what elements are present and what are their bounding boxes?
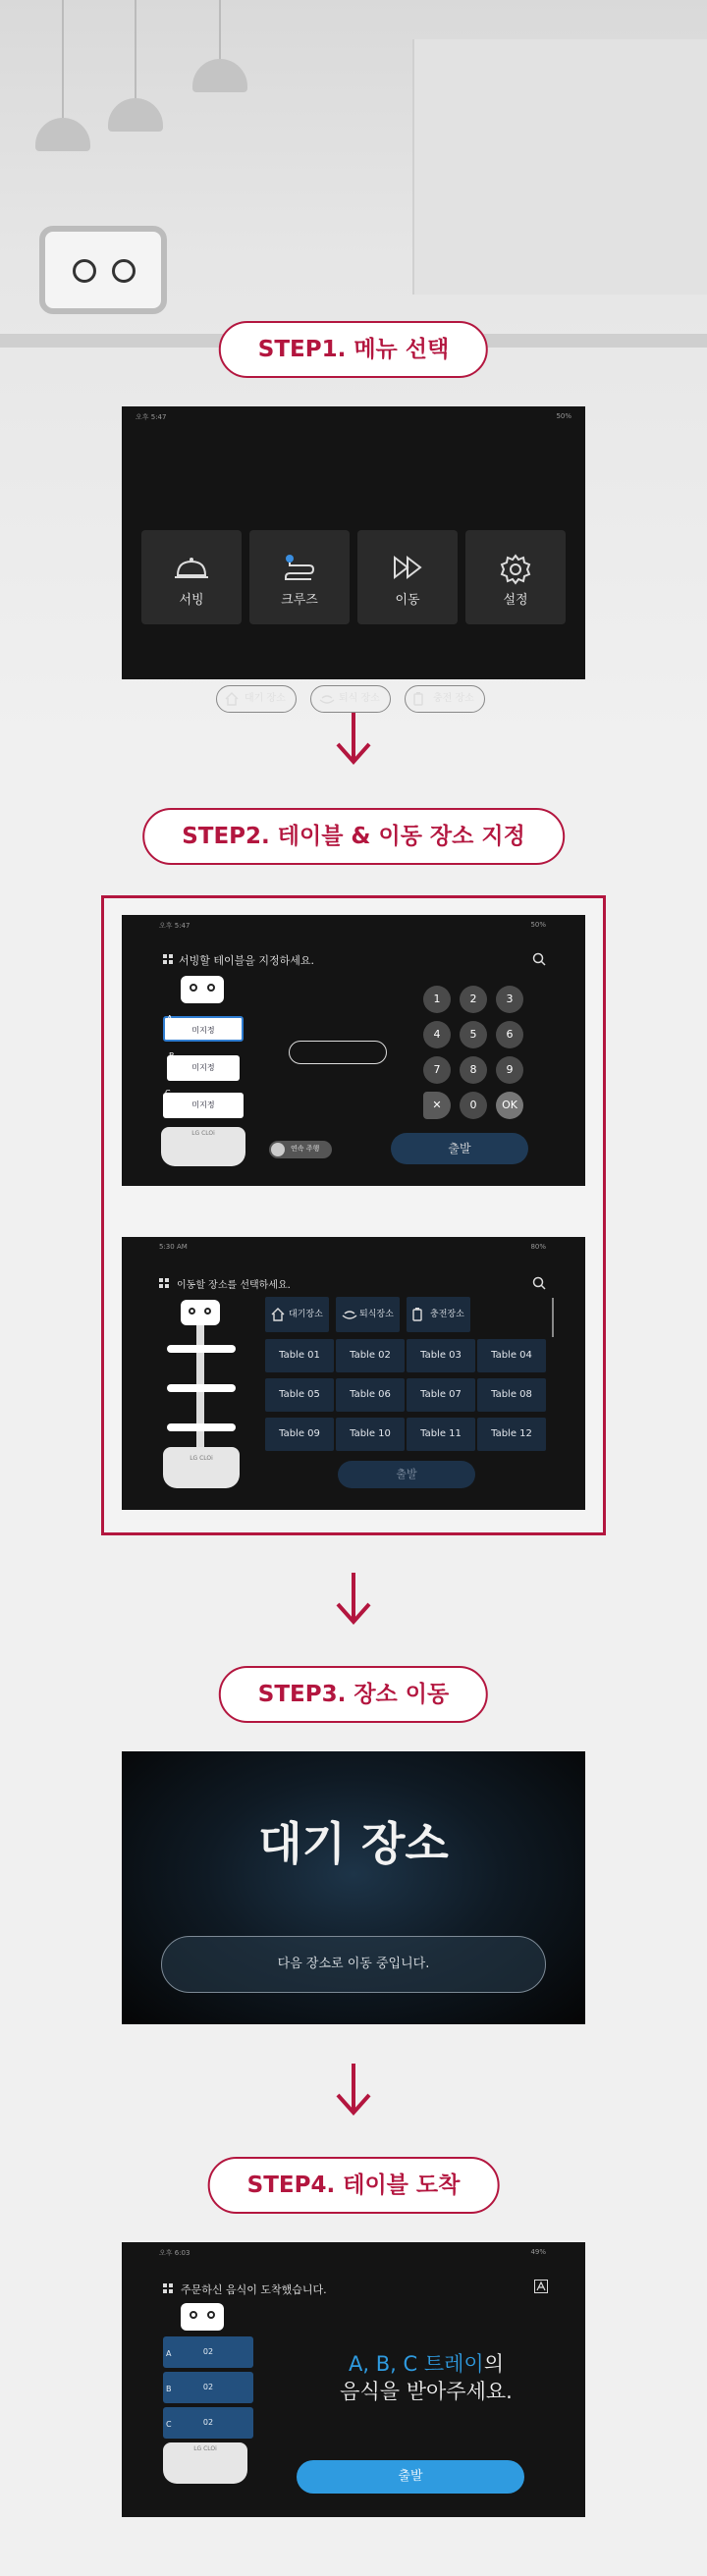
- status-time: 5:30 AM: [159, 1243, 188, 1251]
- screen-moving: [122, 1751, 585, 2024]
- tray-highlight: A, B, C 트레이: [349, 2352, 484, 2376]
- tab-label: 대기장소: [289, 1310, 323, 1319]
- screen-title: 이동할 장소를 선택하세요.: [177, 1280, 291, 1291]
- tab-return-place[interactable]: [336, 1297, 400, 1332]
- key-8[interactable]: 8: [460, 1056, 487, 1084]
- tab-standby-place[interactable]: [265, 1297, 329, 1332]
- table-button[interactable]: Table 07: [407, 1378, 475, 1412]
- menu-tile-label: 설정: [503, 593, 528, 608]
- tray-a[interactable]: [163, 1016, 244, 1042]
- route-icon: [282, 554, 317, 583]
- tray-tag: A: [166, 2349, 172, 2358]
- chip-return[interactable]: [310, 685, 391, 713]
- menu-tile-serving[interactable]: [141, 530, 242, 624]
- chip-label: 대기 장소: [245, 693, 286, 704]
- step2-frame: [101, 895, 606, 1535]
- robot-base: [161, 1127, 245, 1166]
- table-button[interactable]: Table 10: [336, 1418, 405, 1451]
- key-ok[interactable]: OK: [496, 1092, 523, 1119]
- robot-illustration: [39, 226, 167, 314]
- chip-charge[interactable]: [405, 685, 485, 713]
- screen-arrival: [122, 2242, 585, 2517]
- key-0[interactable]: 0: [460, 1092, 487, 1119]
- tray-a[interactable]: [163, 2336, 253, 2368]
- status-battery: 50%: [556, 412, 571, 420]
- tray-label: 02: [202, 2347, 214, 2356]
- pendant-lamp: [108, 98, 163, 132]
- message-suffix: 의: [483, 2352, 504, 2376]
- table-button[interactable]: Table 11: [407, 1418, 475, 1451]
- screen-place-select: [122, 1237, 585, 1510]
- start-button[interactable]: 출발: [338, 1461, 475, 1488]
- tray-c[interactable]: [163, 1089, 244, 1118]
- toggle-label: 연속 주행: [291, 1145, 320, 1153]
- status-battery: 50%: [530, 921, 546, 929]
- tray-c[interactable]: [163, 2407, 253, 2439]
- search-icon[interactable]: [532, 1276, 546, 1290]
- table-button[interactable]: Table 05: [265, 1378, 334, 1412]
- key-4[interactable]: 4: [423, 1021, 451, 1048]
- tray-label: 02: [202, 2418, 214, 2427]
- home-icon: [225, 692, 239, 706]
- status-battery: 80%: [530, 1243, 546, 1251]
- dish-return-icon: [319, 692, 335, 706]
- destination-headline: 대기 장소: [258, 1817, 449, 1870]
- tray-label: 미지정: [191, 1100, 215, 1109]
- tab-charge-place[interactable]: [407, 1297, 470, 1332]
- key-9[interactable]: 9: [496, 1056, 523, 1084]
- font-size-icon[interactable]: [534, 2280, 548, 2293]
- tray-b[interactable]: [167, 1051, 240, 1081]
- screen-title: 주문하신 음식이 도착했습니다.: [181, 2283, 327, 2296]
- pendant-lamp: [192, 59, 247, 92]
- menu-tile-move[interactable]: [357, 530, 458, 624]
- table-number-input[interactable]: [289, 1041, 387, 1064]
- kitchen-window: [412, 39, 707, 295]
- robot-figure: [163, 1298, 242, 1494]
- tray-label: 02: [202, 2383, 214, 2391]
- step1-pill: STEP1. 메뉴 선택: [219, 321, 488, 378]
- menu-tile-label: 이동: [395, 593, 420, 608]
- screen-title: 서빙할 테이블을 지정하세요.: [179, 954, 315, 967]
- status-time: 오후 5:47: [159, 922, 190, 930]
- arrow-down-icon: [334, 2062, 373, 2117]
- status-time: 오후 5:47: [136, 413, 167, 421]
- serving-cloche-icon: [174, 554, 209, 581]
- grid-icon: [159, 1278, 169, 1288]
- key-2[interactable]: 2: [460, 986, 487, 1013]
- dish-return-icon: [342, 1308, 357, 1321]
- robot-brand: LG CLOi: [193, 2445, 217, 2452]
- grid-icon: [163, 2283, 173, 2293]
- table-button[interactable]: Table 09: [265, 1418, 334, 1451]
- start-button[interactable]: 출발: [297, 2460, 524, 2494]
- robot-brand: LG CLOi: [191, 1130, 215, 1137]
- step4-pill: STEP4. 테이블 도착: [208, 2157, 500, 2214]
- gear-icon: [500, 554, 531, 585]
- key-5[interactable]: 5: [460, 1021, 487, 1048]
- chip-label: 충전 장소: [433, 693, 474, 704]
- tray-tag: A: [167, 1014, 173, 1023]
- tray-tag: B: [169, 1051, 175, 1060]
- key-3[interactable]: 3: [496, 986, 523, 1013]
- fast-forward-icon: [391, 554, 424, 581]
- grid-icon: [163, 954, 173, 964]
- screen-table-select: [122, 915, 585, 1186]
- status-battery: 49%: [530, 2248, 546, 2256]
- tray-b[interactable]: [163, 2372, 253, 2403]
- start-button[interactable]: 출발: [391, 1133, 528, 1164]
- step2-pill: STEP2. 테이블 & 이동 장소 지정: [142, 808, 565, 865]
- chip-standby[interactable]: [216, 685, 297, 713]
- tray-tag: C: [165, 1089, 171, 1098]
- arrow-down-icon: [334, 1571, 373, 1626]
- menu-tile-cruise[interactable]: [249, 530, 350, 624]
- pendant-lamp: [35, 118, 90, 151]
- robot-base: [163, 1447, 240, 1488]
- table-button[interactable]: Table 04: [477, 1339, 546, 1372]
- moving-status-message: 다음 장소로 이동 중입니다.: [161, 1936, 546, 1993]
- key-backspace[interactable]: ✕: [423, 1092, 451, 1119]
- table-button[interactable]: Table 06: [336, 1378, 405, 1412]
- menu-tile-settings[interactable]: [465, 530, 566, 624]
- robot-base: [163, 2442, 247, 2484]
- table-button[interactable]: Table 03: [407, 1339, 475, 1372]
- tray-label: 미지정: [191, 1026, 215, 1035]
- menu-tile-label: 크루즈: [281, 593, 318, 608]
- chip-label: 퇴식 장소: [339, 693, 380, 704]
- home-icon: [271, 1308, 285, 1321]
- table-button[interactable]: Table 01: [265, 1339, 334, 1372]
- arrival-message: [299, 2350, 554, 2405]
- robot-brand: LG CLOi: [190, 1455, 213, 1462]
- continuous-drive-toggle[interactable]: [269, 1141, 332, 1158]
- battery-icon: [412, 1308, 422, 1321]
- screen-menu: [122, 406, 585, 704]
- step3-pill: STEP3. 장소 이동: [219, 1666, 488, 1723]
- message-line2: 음식을 받아주세요.: [340, 2380, 513, 2403]
- robot-figure: [159, 2301, 257, 2503]
- arrow-down-icon: [334, 711, 373, 766]
- tray-tag: B: [166, 2385, 172, 2393]
- menu-tile-label: 서빙: [179, 593, 204, 608]
- key-1[interactable]: 1: [423, 986, 451, 1013]
- robot-figure: [159, 974, 257, 1170]
- status-time: 오후 6:03: [159, 2249, 190, 2257]
- table-button[interactable]: Table 12: [477, 1418, 546, 1451]
- key-6[interactable]: 6: [496, 1021, 523, 1048]
- battery-icon: [413, 692, 423, 706]
- table-button[interactable]: Table 08: [477, 1378, 546, 1412]
- table-button[interactable]: Table 02: [336, 1339, 405, 1372]
- tab-label: 퇴식장소: [359, 1310, 394, 1319]
- scrollbar[interactable]: [552, 1298, 554, 1337]
- tab-label: 충전장소: [430, 1310, 464, 1319]
- search-icon[interactable]: [532, 952, 546, 966]
- key-7[interactable]: 7: [423, 1056, 451, 1084]
- tray-tag: C: [166, 2420, 172, 2429]
- tray-label: 미지정: [191, 1063, 215, 1072]
